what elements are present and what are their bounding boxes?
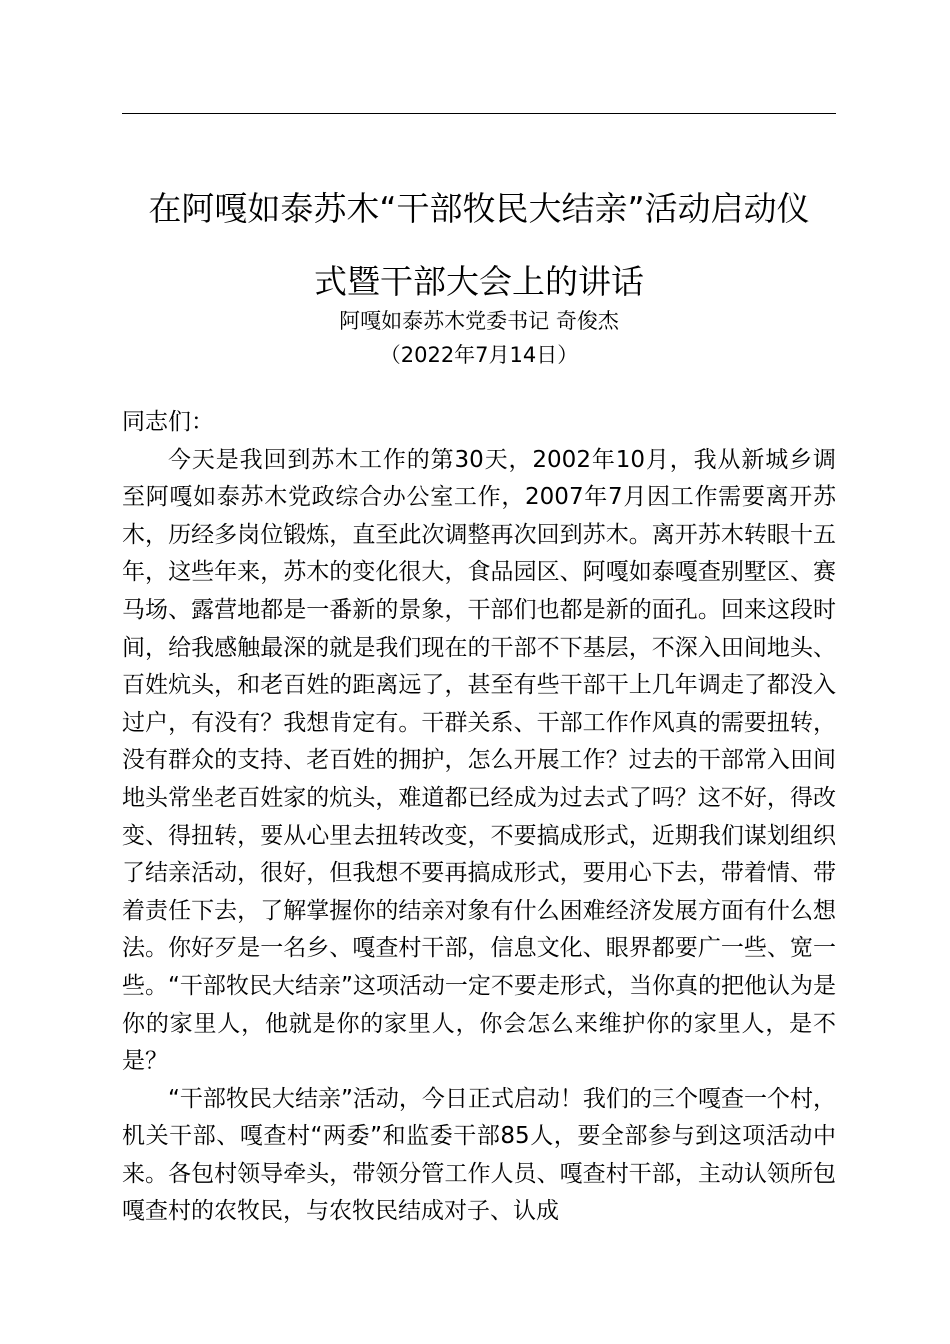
document-title-line-2: 式暨干部大会上的讲话 (314, 262, 644, 301)
date-line: （2022年7月14日） (379, 343, 579, 367)
salutation: 同志们： (122, 409, 214, 435)
speech-body (122, 404, 836, 1231)
paragraph-2: “干部牧民大结亲”活动，今日正式启动！我们的三个嘎查一个村，机关干部、嘎查村“两委”和监委干部85人，要全部参与到这项活动中来。各包村领导牵头，带领分管工作人员、嘎查村干部，主动认领所包嘎查村的农牧民，与农牧民结成对子、认成 (122, 1085, 836, 1225)
document-title-line-1: 在阿嘎如泰苏木“干部牧民大结亲”活动启动仪 (148, 189, 810, 228)
document-title (122, 172, 836, 318)
author-line: 阿嘎如泰苏木党委书记 奇俊杰 (339, 309, 619, 333)
paragraph-1: 今天是我回到苏木工作的第30天，2002年10月，我从新城乡调至阿嘎如泰苏木党政综合办公室工作，2007年7月因工作需要离开苏木，历经多岗位锻炼，直至此次调整再次回到苏木。离开苏木转眼十五年，这些年来，苏木的变化很大，食品园区、阿嘎如泰嘎查别墅区、赛马场、露营地都是一番新的景象，干部们也都是新的面孔。回来这段时间，给我感触最深的就是我们现在的干部不下基层，不深入田间地头、百姓炕头，和老百姓的距离远了，甚至有些干部干上几年调走了都没入过户，有没有？我想肯定有。干群关系、干部工作作风真的需要扭转，没有群众的支持、老百姓的拥护，怎么开展工作？过去的干部常入田间地头常坐老百姓家的炕头，难道都已经成为过去式了吗？这不好，得改变、得扭转，要从心里去扭转改变，不要搞成形式，近期我们谋划组织了结亲活动，很好，但我想不要再搞成形式，要用心下去，带着情、带着责任下去，了解掌握你的结亲对象有什么困难经济发展方面有什么想法。你好歹是一名乡、嘎查村干部，信息文化、眼界都要广一些、宽一些。“干部牧民大结亲”这项活动一定不要走形式，当你真的把他认为是你的家里人，他就是你的家里人，你会怎么来维护你的家里人，是不是？ (122, 446, 836, 1075)
header-rule (122, 113, 836, 114)
